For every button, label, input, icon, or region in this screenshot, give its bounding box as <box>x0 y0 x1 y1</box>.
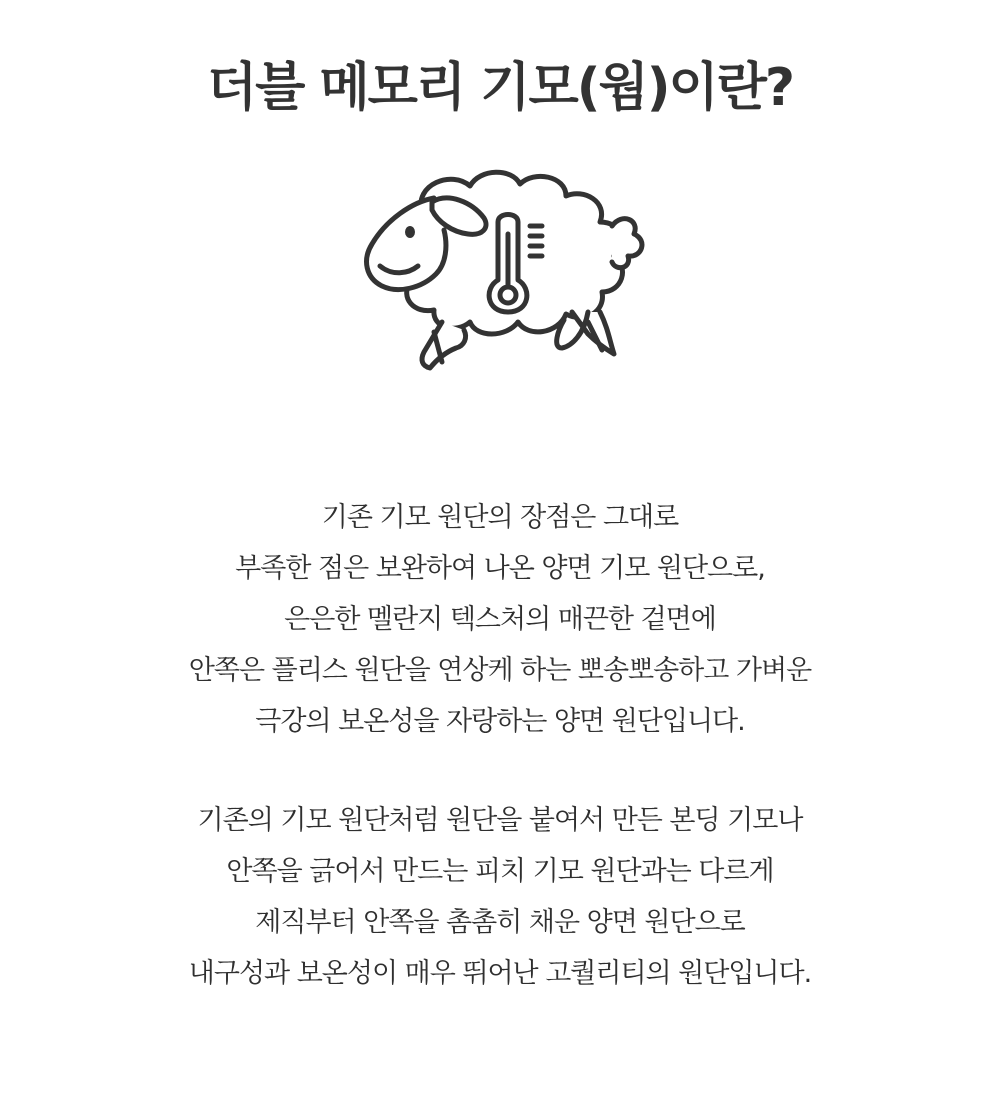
sheep-eye <box>405 226 415 238</box>
sheep-thermometer-icon <box>352 162 648 382</box>
description-paragraph-2 <box>0 795 1000 999</box>
page-title: 더블 메모리 기모(웜)이란? <box>206 58 794 118</box>
paragraph-line: 은은한 멜란지 텍스처의 매끈한 겉면에 <box>284 604 716 635</box>
paragraph-line: 부족한 점은 보완하여 나온 양면 기모 원단으로, <box>235 553 765 584</box>
paragraph-line: 안쪽은 플리스 원단을 연상케 하는 뽀송뽀송하고 가벼운 <box>188 655 812 686</box>
paragraph-line: 제직부터 안쪽을 촘촘히 채운 양면 원단으로 <box>255 907 745 938</box>
description-paragraph-1 <box>0 492 1000 747</box>
paragraph-line: 안쪽을 긁어서 만드는 피치 기모 원단과는 다르게 <box>226 856 774 887</box>
sheep-tail <box>612 219 642 268</box>
paragraph-line: 내구성과 보온성이 매우 뛰어난 고퀄리티의 원단입니다. <box>188 958 812 989</box>
paragraph-line: 기존의 기모 원단처럼 원단을 붙여서 만든 본딩 기모나 <box>197 805 803 836</box>
paragraph-line: 기존 기모 원단의 장점은 그대로 <box>321 502 679 533</box>
paragraph-line: 극강의 보온성을 자랑하는 양면 원단입니다. <box>255 706 745 737</box>
